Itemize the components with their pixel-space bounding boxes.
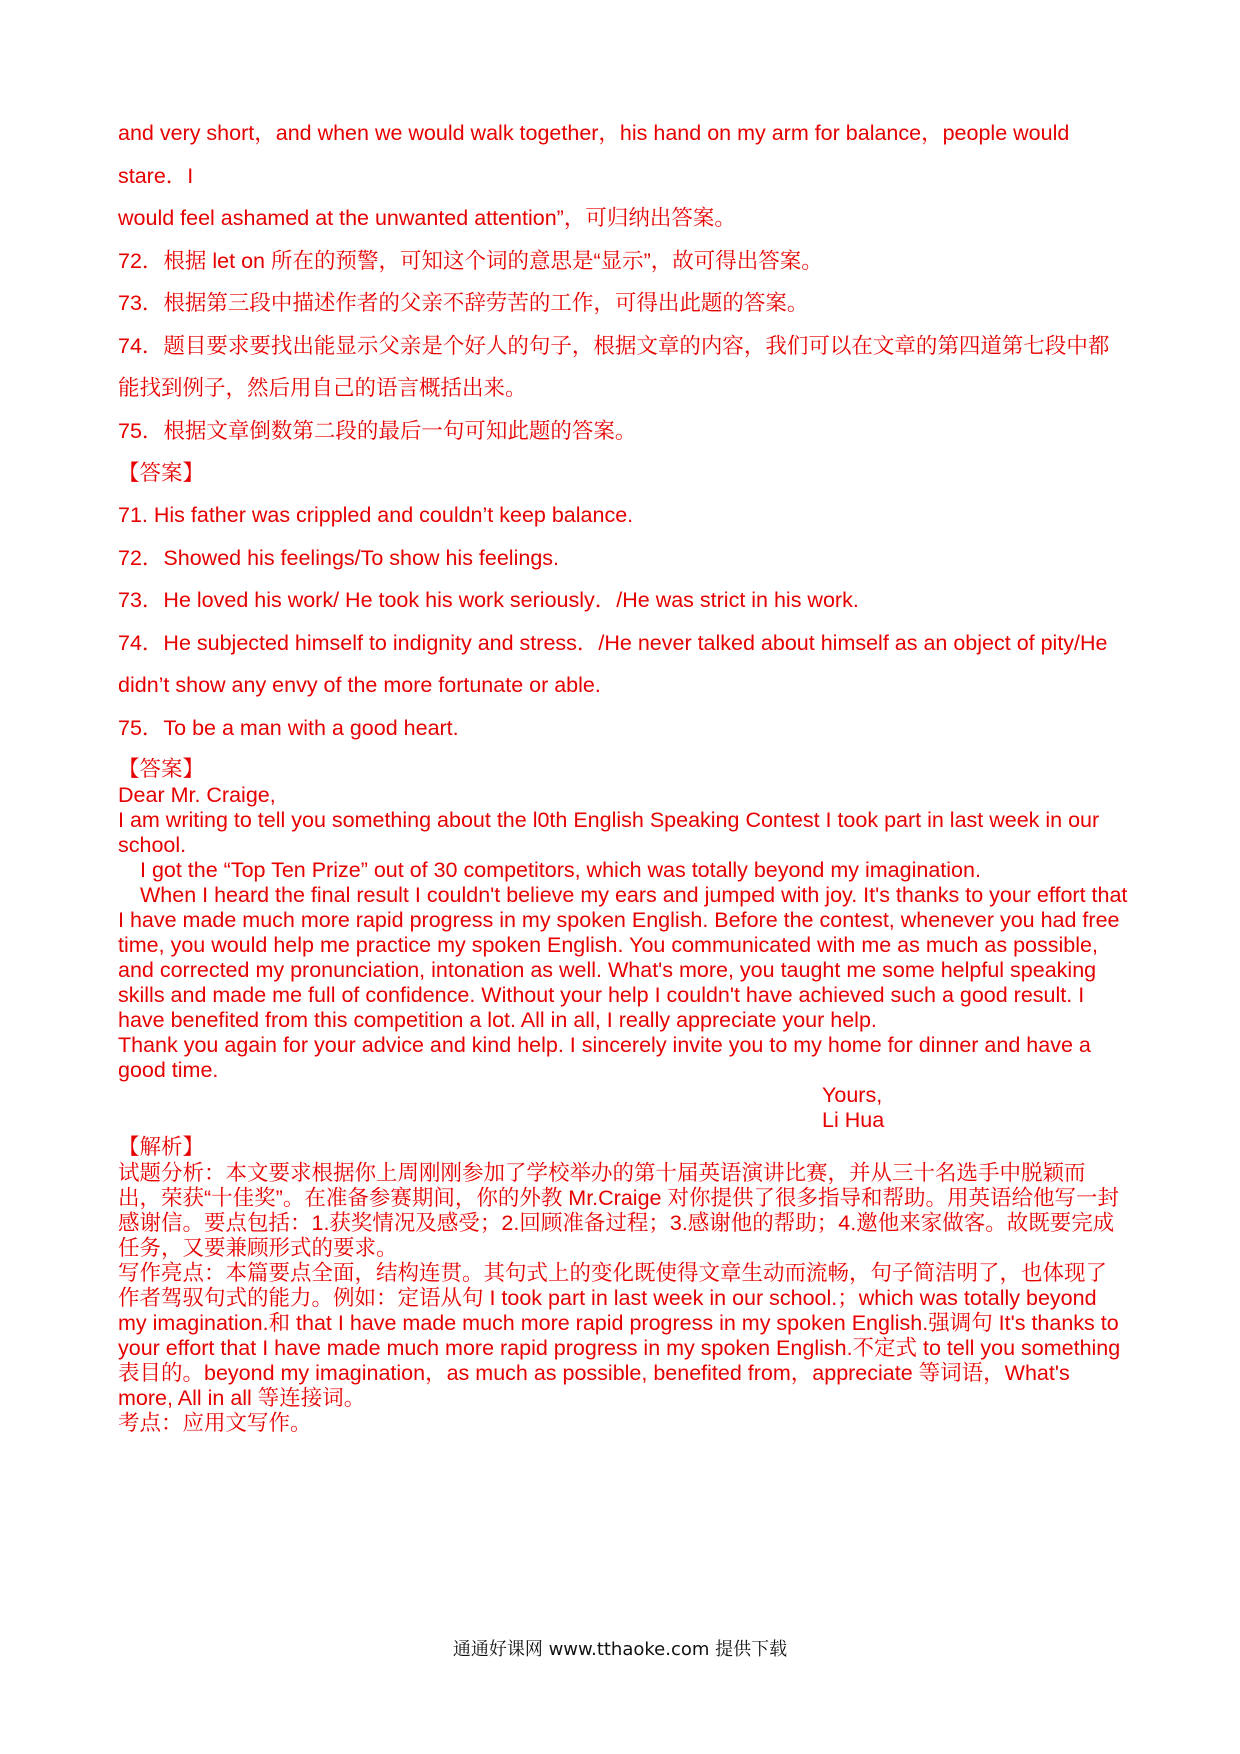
letter-paragraph: I am writing to tell you something about the l0th English Speaking Contest I took part in last week in our school. [118,808,1100,857]
letter-signature: Li Hua [822,1108,885,1132]
answer-heading: 【答案】 [118,757,205,781]
answer-item-72: 72．Showed his feelings/To show his feelings. [118,545,560,570]
analysis-heading: 【解析】 [118,1135,205,1159]
answer-heading: 【答案】 [118,461,205,485]
page-footer: 通通好课网 www.tthaoke.com 提供下载 [452,1639,788,1660]
analysis-paragraph: 写作亮点：本篇要点全面，结构连贯。其句式上的变化既使得文章生动而流畅，句子简洁明了，也体现了作者驾驭句式的能力。例如：定语从句 I took part in last week in our school.；which was totally beyond my imagination.和 that I have made much more rapid progress in my spoken English.强调句 It's thanks to your effort that I have made much more rapid progress in my spoken English.不定式 to tell you something 表目的。beyond my imagination，as much as possible, benefited from，appreciate 等词语，What's more, All in all 等连接词。 [118,1261,1121,1410]
answer-item-73: 73．He loved his work/ He took his work seriously．/He was strict in his work. [118,588,859,612]
letter-paragraph: I got the “Top Ten Prize” out of 30 competitors, which was totally beyond my imagination. [140,858,981,882]
analysis-paragraph: 考点：应用文写作。 [118,1411,312,1435]
explanation-item-72: 72．根据 let on 所在的预警，可知这个词的意思是“显示”，故可得出答案。 [118,248,823,273]
explanation-item-74: 74．题目要求要找出能显示父亲是个好人的句子，根据文章的内容，我们可以在文章的第四道第七段中都能找到例子，然后用自己的语言概括出来。 [118,333,1110,400]
explanation-item-75: 75．根据文章倒数第二段的最后一句可知此题的答案。 [118,418,637,443]
explanation-line: and very short，and when we would walk together，his hand on my arm for balance，people would stare．I [118,121,1070,188]
letter-paragraph: When I heard the final result I couldn't believe my ears and jumped with joy. It's thanks to your effort that I have made much more rapid progress in my spoken English. Before the contest, whenever you had free time, you would help me practice my spoken English. You communicated with me as much as possible, and corrected my pronunciation, intonation as well. What's more, you taught me some helpful speaking skills and made me full of confidence. Without your help I couldn't have achieved such a good result. I have benefited from this competition a lot. All in all, I really appreciate your help. [118,883,1128,1032]
letter-closing: Yours, [822,1083,883,1107]
explanation-line: would feel ashamed at the unwanted attention”，可归纳出答案。 [118,206,736,230]
explanation-item-73: 73．根据第三段中描述作者的父亲不辞劳苦的工作，可得出此题的答案。 [118,291,809,315]
answer-item-75: 75．To be a man with a good heart. [118,715,459,740]
letter-salutation: Dear Mr. Craige, [118,783,276,807]
answer-item-74: 74．He subjected himself to indignity and stress．/He never talked about himself as an object of pity/He didn’t show any envy of the more fortunate or able. [118,630,1108,697]
answer-item-71: 71. His father was crippled and couldn’t keep balance. [118,503,634,527]
page-content [118,112,1128,1436]
letter-paragraph: Thank you again for your advice and kind help. I sincerely invite you to my home for dinner and have a good time. [118,1033,1091,1082]
analysis-paragraph: 试题分析：本文要求根据你上周刚刚参加了学校举办的第十届英语演讲比赛，并从三十名选手中脱颖而出，荣获“十佳奖”。在准备参赛期间，你的外教 Mr.Craige 对你提供了很多指导和帮助。用英语给他写一封感谢信。要点包括：1.获奖情况及感受；2.回顾准备过程；3.感谢他的帮助；4.邀他来家做客。故既要完成任务，又要兼顾形式的要求。 [118,1161,1119,1260]
